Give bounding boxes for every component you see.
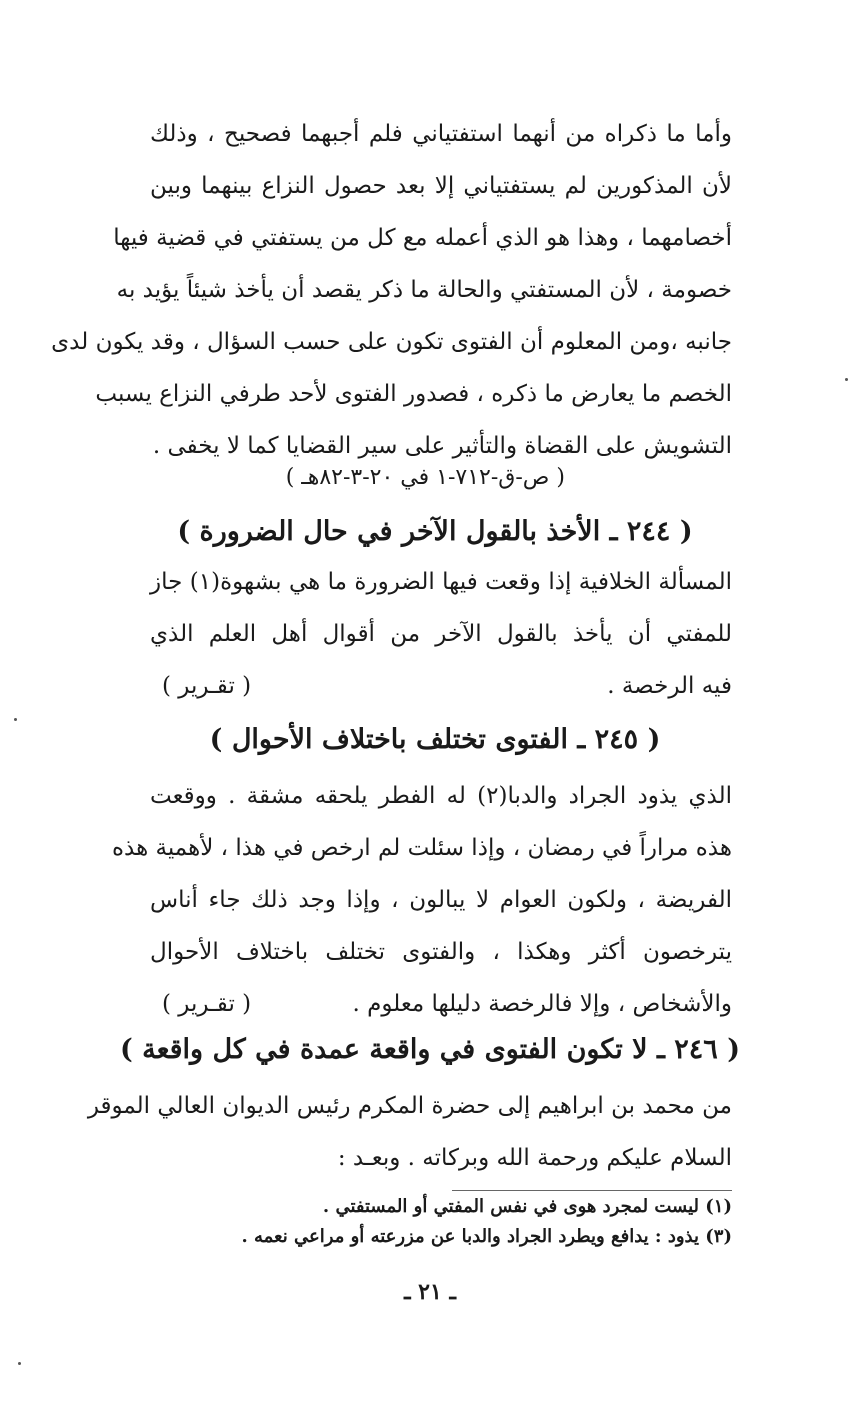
footnotes (150, 1192, 732, 1252)
text-line: الذي يذود الجراد والدبا(٢) له الفطر يلحقه مشقة . ووقعت (150, 783, 732, 809)
source-note: ( تقـرير ) (162, 991, 252, 1017)
text-line: وأما ما ذكراه من أنهما استفتياني فلم أجبهما فصحيح ، وذلك (150, 121, 732, 147)
text-line: أخصامهما ، وهذا هو الذي أعمله مع كل من يستفتي في قضية فيها (113, 225, 732, 251)
footnote: (١) ليست لمجرد هوى في نفس المفتي أو المستفتي . (322, 1196, 732, 1217)
text-line: الخصم ما يعارض ما ذكره ، فصدور الفتوى لأحد طرفي النزاع يسبب (95, 381, 732, 407)
section-heading-245: ( ٢٤٥ ـ الفتوى تختلف باختلاف الأحوال ) (209, 724, 661, 755)
source-note: ( تقـرير ) (162, 673, 252, 699)
text-line: يترخصون أكثر وهكذا ، والفتوى تختلف باختلاف الأحوال (150, 939, 732, 965)
text-line: خصومة ، لأن المستفتي والحالة ما ذكر يقصد أن يأخذ شيئاً يؤيد به (116, 277, 732, 303)
text-line-end: فيه الرخصة . (607, 673, 732, 699)
text-line: المسألة الخلافية إذا وقعت فيها الضرورة ما هي بشهوة(١) جاز (150, 569, 732, 595)
text-line: من محمد بن ابراهيم إلى حضرة المكرم رئيس الديوان العالي الموقر (87, 1093, 732, 1119)
text-line: لأن المذكورين لم يستفتياني إلا بعد حصول النزاع بينهما وبين (150, 173, 732, 199)
scan-speck (18, 1362, 21, 1365)
text-line-with-source (150, 660, 732, 712)
footnote-divider (452, 1190, 732, 1191)
section-heading-244: ( ٢٤٤ ـ الأخذ بالقول الآخر في حال الضرورة ) (177, 516, 693, 547)
section-body-244 (150, 556, 732, 712)
scan-speck (14, 718, 17, 721)
section-heading-246: ( ٢٤٦ ـ لا تكون الفتوى في واقعة عمدة في كل واقعة ) (119, 1034, 740, 1065)
text-line: السلام عليكم ورحمة الله وبركاته . وبعـد : (337, 1145, 732, 1171)
section-body-246 (87, 1080, 732, 1184)
text-line: للمفتي أن يأخذ بالقول الآخر من أقوال أهل العلم الذي (150, 621, 732, 647)
section-body-245 (111, 770, 732, 1030)
text-line-with-source (150, 978, 732, 1030)
page-number: ـ ٢١ ـ (404, 1279, 456, 1305)
text-line: التشويش على القضاة والتأثير على سير القضايا كما لا يخفى . (152, 433, 732, 459)
reference-citation: ( ص-ق-٧١٢-١ في ٢٠-٣-٨٢هـ ) (285, 465, 565, 490)
footnote: (٣) يذود : يدافع ويطرد الجراد والدبا عن مزرعته أو مراعي نعمه . (241, 1226, 732, 1247)
text-line-end: والأشخاص ، وإلا فالرخصة دليلها معلوم . (352, 991, 732, 1017)
text-line: الفريضة ، ولكون العوام لا يبالون ، وإذا وجد ذلك جاء أناس (150, 887, 732, 913)
paragraph-intro (51, 108, 732, 472)
scan-speck (845, 378, 848, 381)
text-line: جانبه ،ومن المعلوم أن الفتوى تكون على حسب السؤال ، وقد يكون لدى (51, 329, 732, 355)
text-line: هذه مراراً في رمضان ، وإذا سئلت لم ارخص في هذا ، لأهمية هذه (111, 835, 732, 861)
